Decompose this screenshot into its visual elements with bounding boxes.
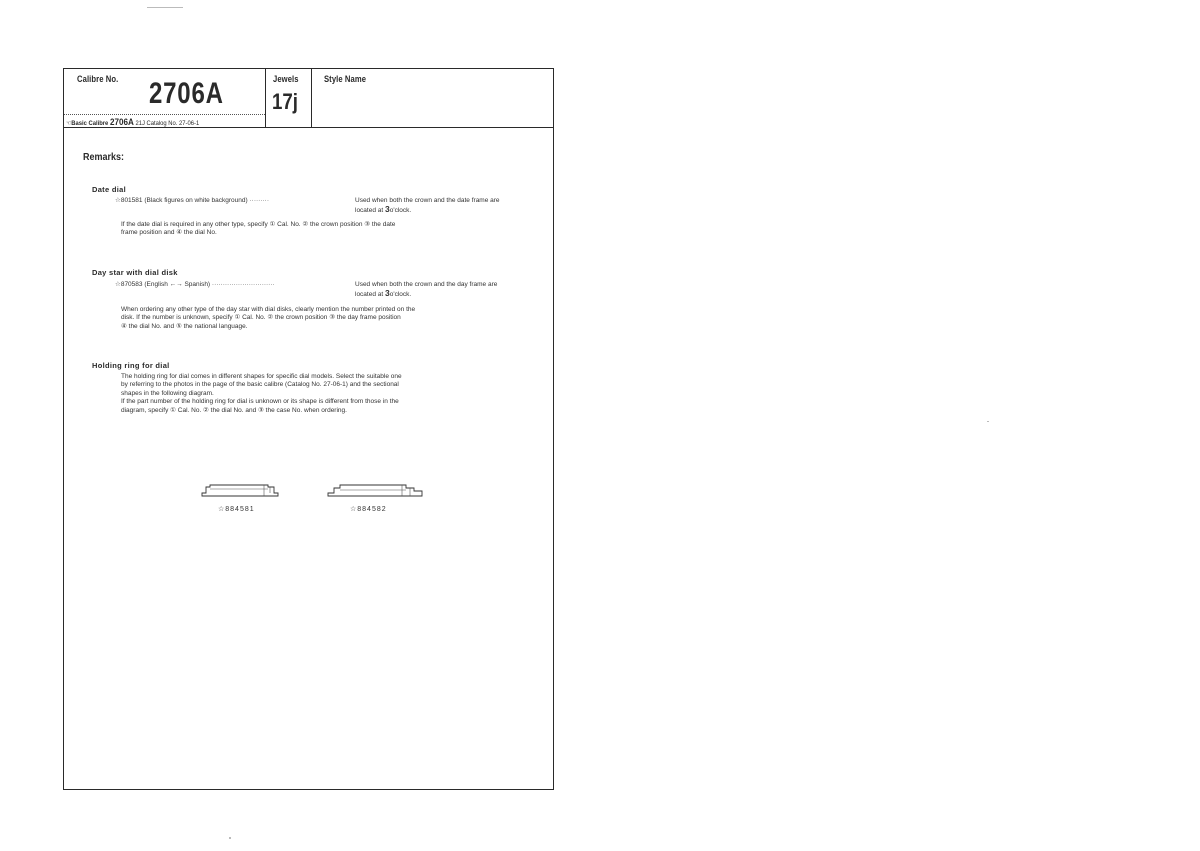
date-dial-usage-line-1: Used when both the crown and the date frame are: [355, 197, 500, 204]
day-star-note-line-2: disk. If the number is unknown, specify ① Cal. No. ② the crown position ③ the day frame position: [121, 314, 401, 322]
remarks-title: Remarks:: [83, 152, 125, 163]
basic-calibre-prefix: ☜Basic Calibre: [66, 120, 109, 127]
calibre-cell: [64, 69, 266, 127]
day-star-usage-line-2: [355, 289, 497, 299]
calibre-label: Calibre No.: [77, 74, 119, 84]
day-star-item: [115, 281, 275, 289]
date-dial-part-code: ☆801581: [115, 197, 143, 204]
day-star-usage-oclock: o'clock.: [389, 291, 412, 299]
date-dial-usage-located: located at: [355, 207, 384, 215]
leader-dots: ·····························: [211, 281, 275, 288]
section-title-holding-ring: Holding ring for dial: [92, 361, 170, 370]
scan-mark: [229, 837, 231, 839]
day-star-usage: [355, 281, 497, 300]
holding-ring-diagram-2: [326, 481, 424, 501]
style-name-cell: [311, 69, 553, 127]
leader-dots: ·········: [249, 197, 269, 204]
day-star-description: (English ←→ Spanish): [144, 281, 211, 288]
date-dial-item: [115, 197, 269, 205]
scan-mark: [147, 7, 183, 8]
basic-calibre-suffix: 21J Catalog No. 27-06-1: [135, 120, 200, 127]
catalog-sheet: [63, 68, 554, 790]
day-star-usage-located: located at: [355, 291, 384, 299]
date-dial-usage-oclock: o'clock.: [389, 207, 412, 215]
date-dial-description: (Black figures on white background): [144, 197, 248, 204]
day-star-usage-line-1: Used when both the crown and the day frame are: [355, 281, 498, 288]
section-title-date-dial: Date dial: [92, 185, 126, 194]
day-star-note: [121, 306, 415, 331]
day-star-note-line-1: When ordering any other type of the day star with dial disks, clearly mention the number printed on the: [121, 306, 416, 313]
jewels-value: 17j: [272, 89, 299, 114]
date-dial-note: [121, 221, 395, 238]
style-name-label: Style Name: [324, 74, 367, 84]
day-star-note-line-3: ④ the dial No. and ⑤ the national language.: [121, 322, 248, 330]
holding-ring-diagram-1: [200, 481, 282, 501]
scan-mark: [987, 421, 989, 422]
day-star-part-code: ☆870583: [115, 281, 143, 288]
date-dial-usage-line-2: [355, 205, 500, 215]
jewels-cell: [265, 69, 312, 127]
part-code-2: ☆884582: [350, 506, 387, 513]
basic-calibre-row: [64, 114, 265, 128]
holding-ring-line-5: diagram, specify ① Cal. No. ② the dial No. and ③ the case No. when ordering.: [121, 406, 347, 414]
basic-calibre-number: 2706A: [109, 117, 134, 127]
calibre-number: 2706A: [149, 77, 224, 110]
holding-ring-text: [121, 373, 402, 415]
date-dial-note-line-2: frame position and ④ the dial No.: [121, 229, 217, 237]
holding-ring-line-1: The holding ring for dial comes in different shapes for specific dial models. Select the suitable one: [121, 373, 402, 380]
day-star-usage-hour: 3: [385, 288, 390, 299]
holding-ring-line-3: shapes in the following diagram.: [121, 389, 214, 397]
section-title-day-star: Day star with dial disk: [92, 268, 178, 277]
date-dial-note-line-1: If the date dial is required in any other type, specify ① Cal. No. ② the crown position ③ the date: [121, 221, 396, 228]
holding-ring-line-2: by referring to the photos in the page of the basic calibre (Catalog No. 27-06-1) and the sectional: [121, 381, 399, 389]
holding-ring-line-4: If the part number of the holding ring for dial is unknown or its shape is different from those in the: [121, 398, 399, 406]
part-code-1: ☆884581: [218, 506, 255, 513]
jewels-label: Jewels: [273, 74, 299, 84]
sheet-header: [64, 69, 553, 128]
date-dial-usage: [355, 197, 500, 216]
date-dial-usage-hour: 3: [385, 204, 390, 215]
